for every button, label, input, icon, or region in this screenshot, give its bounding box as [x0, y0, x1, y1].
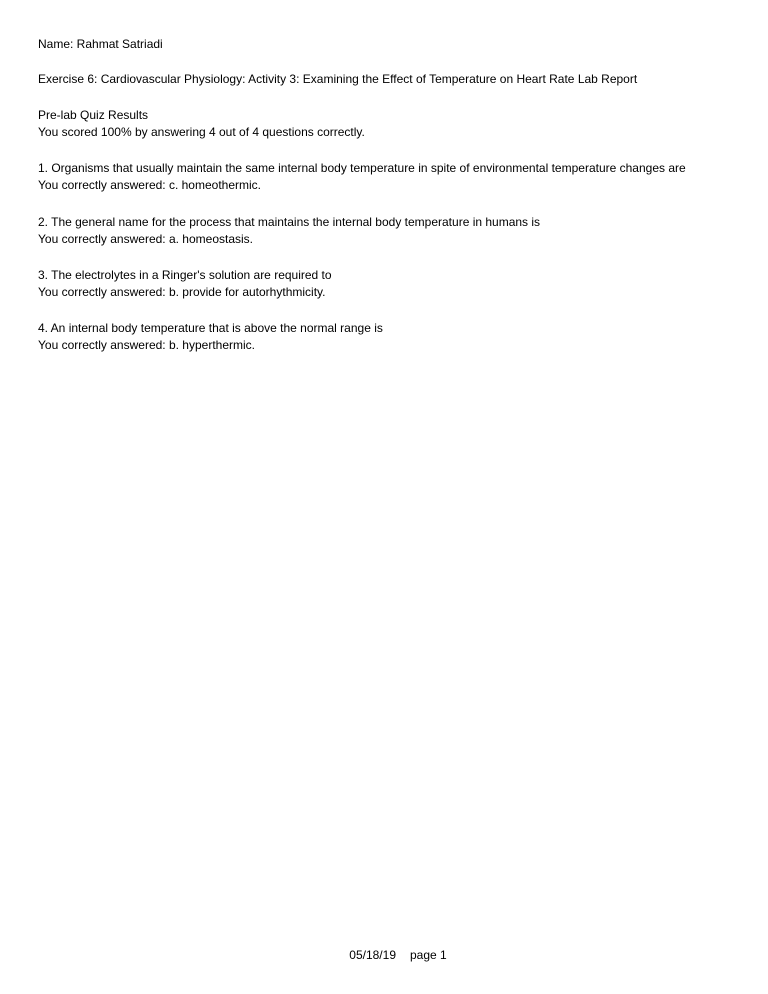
answer-3: You correctly answered: b. provide for autorhythmicity.: [38, 285, 326, 299]
student-name: Name: Rahmat Satriadi: [38, 37, 163, 51]
question-3: 3. The electrolytes in a Ringer's solution are required to: [38, 268, 332, 282]
page-number: page 1: [410, 948, 447, 962]
question-4: 4. An internal body temperature that is above the normal range is: [38, 321, 383, 335]
answer-4: You correctly answered: b. hyperthermic.: [38, 338, 255, 352]
answer-2: You correctly answered: a. homeostasis.: [38, 232, 253, 246]
report-title: Exercise 6: Cardiovascular Physiology: Activity 3: Examining the Effect of Temperature on Heart Rate Lab Report: [38, 72, 638, 86]
question-2: 2. The general name for the process that maintains the internal body temperature in humans is: [38, 215, 541, 229]
quiz-score: You scored 100% by answering 4 out of 4 questions correctly.: [38, 125, 365, 139]
question-1: 1. Organisms that usually maintain the same internal body temperature in spite of environmental temperature changes are: [38, 161, 686, 175]
answer-1: You correctly answered: c. homeothermic.: [38, 178, 261, 192]
quiz-heading: Pre-lab Quiz Results: [38, 108, 149, 122]
page-footer: [0, 948, 768, 963]
footer-date: 05/18/19: [349, 948, 396, 962]
